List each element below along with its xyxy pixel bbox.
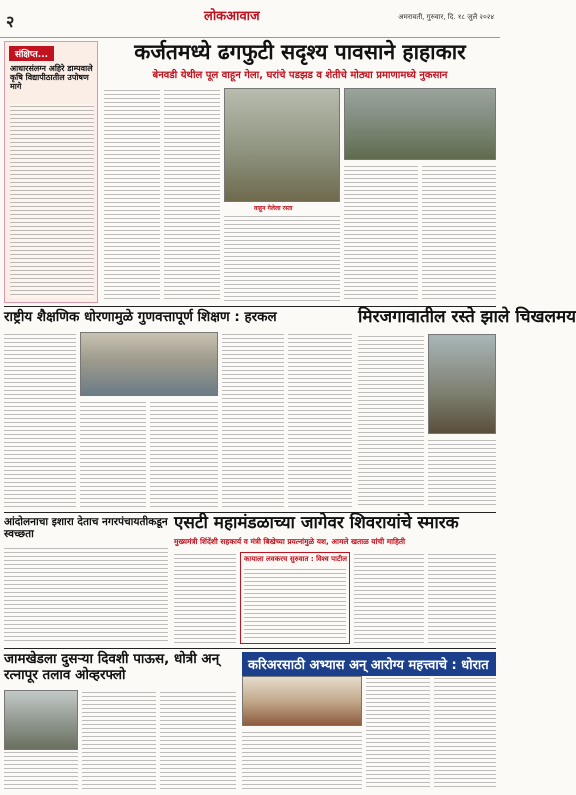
story5-boxed-title: कायाला लवकरच सुरुवात : विश्व पाटील xyxy=(244,555,347,563)
sidebar-brief xyxy=(4,41,98,303)
story2-headline: राष्ट्रीय शैक्षणिक धोरणामुळे गुणवत्तापूर्ण शिक्षण : हरकल xyxy=(4,309,277,325)
divider xyxy=(4,648,496,649)
story3-body-col2 xyxy=(428,438,496,508)
lead-body-col2 xyxy=(164,88,220,302)
sidebar-tag: संक्षिप्त... xyxy=(9,46,54,61)
sidebar-body-text xyxy=(10,104,94,298)
story6-headline: जामखेडला दुसऱ्या दिवशी पाऊस, धोत्री अन् रत्नापूर तलाव ओव्हरफ्लो xyxy=(4,651,220,683)
lead-subhead: बेनवडी येथील पूल वाहून गेला, घरांचे पडझड व शेतीचे मोठ्या प्रमाणामध्ये नुकसान xyxy=(152,70,448,81)
story6-body-col2 xyxy=(82,690,156,790)
story5-subhead: मुख्यमंत्री शिंदेंशी सहकार्य व मंत्री बिखेच्या प्रयत्नांमुळे यश, आमले खताळ यांची माहिती xyxy=(174,537,405,546)
story5-body-col3 xyxy=(354,552,424,644)
story5-body-col4 xyxy=(428,552,496,644)
lead-photo-2 xyxy=(344,88,496,160)
story3-headline: मिरजगावातील रस्ते झाले चिखलमय xyxy=(358,307,576,327)
story2-body-col5 xyxy=(288,332,352,508)
story7-photo xyxy=(242,676,362,726)
story3-body-col1 xyxy=(358,334,424,508)
story2-body-col1 xyxy=(4,332,76,508)
story5-boxed-text xyxy=(244,567,346,641)
dateline: अमरावती, गुरुवार, दि. १८ जुलै २०२४ xyxy=(398,13,494,21)
page-number: २ xyxy=(6,12,15,31)
lead-body-col1 xyxy=(104,88,160,302)
story6-body-col3 xyxy=(160,690,236,790)
story2-body-col4 xyxy=(222,332,284,508)
lead-photo-caption: वाहून गेलेला रस्ता xyxy=(254,205,293,212)
story2-body-col3 xyxy=(150,400,218,508)
story2-body-col2 xyxy=(80,400,146,508)
sidebar-headline: आधारसंलग्न अहिरे डाम्पवाले कृषि विद्यापीठातील उपोषण मागे xyxy=(10,64,93,92)
story7-body-col2 xyxy=(366,676,430,790)
page-header xyxy=(0,0,500,38)
lead-body-col5 xyxy=(422,164,496,302)
story7-body-col3 xyxy=(434,676,496,790)
story5-boxed-quote xyxy=(240,552,350,644)
story7-body-col1 xyxy=(242,730,362,790)
story7-headline: करिअरसाठी अभ्यास अन् आरोग्य महत्त्वाचे : धोरात xyxy=(242,652,496,676)
story3-photo xyxy=(428,334,496,434)
story2-photo xyxy=(80,332,218,396)
story4-body xyxy=(4,546,168,644)
lead-body-col4 xyxy=(344,164,418,302)
story5-headline: एसटी महामंडळाच्या जागेवर शिवरायांचे स्मारक xyxy=(174,513,459,533)
lead-headline: कर्जतमध्ये ढगफुटी सदृश्य पावसाने हाहाकार xyxy=(134,40,466,64)
story4-headline: आंदोलनाचा इशारा देताच नगरपंचायतीकडून स्वच्छता xyxy=(4,516,168,541)
story5-body-col1 xyxy=(174,552,236,644)
masthead: लोकआवाज xyxy=(204,9,260,24)
lead-body-col3 xyxy=(224,214,340,302)
lead-photo-1 xyxy=(224,88,340,202)
story6-photo xyxy=(4,690,78,750)
